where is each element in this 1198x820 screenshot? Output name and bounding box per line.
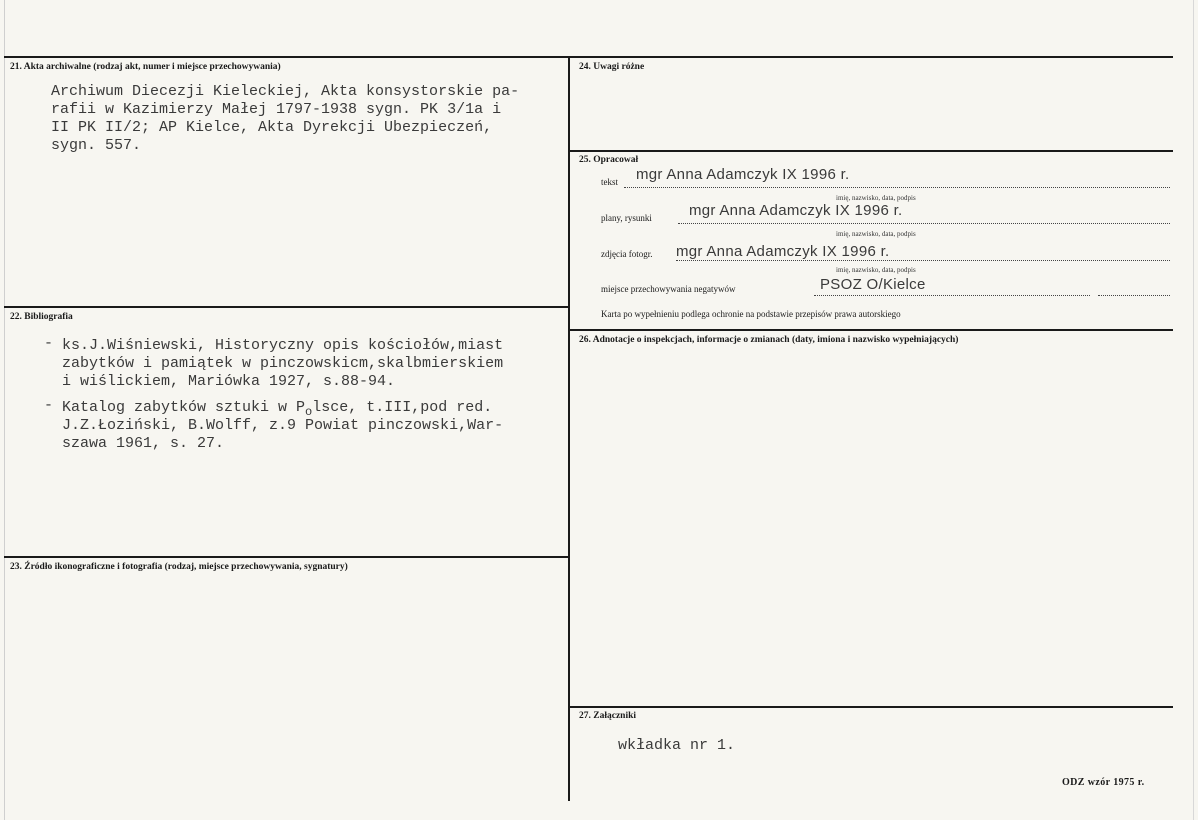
s22-item2-line-3: szawa 1961, s. 27. [62,435,225,452]
s25-zdjecia-caption: imię, nazwisko, data, podpis [836,266,916,274]
s26-label: 26. Adnotacje o inspekcjach, informacje o zmianach (daty, imiona i nazwisko wypełniających) [579,335,959,345]
s22-item2-sub: o [305,405,313,419]
s25-tekst-label: tekst [601,177,618,187]
s25-plany-caption: imię, nazwisko, data, podpis [836,230,916,238]
s23-label: 23. Źródło ikonograficzne i fotografia (rodzaj, miejsce przechowywania, sygnatury) [10,562,348,572]
s27-label: 27. Załączniki [579,711,637,721]
s25-tekst-value: mgr Anna Adamczyk IX 1996 r. [636,166,850,183]
s22-label: 22. Bibliografia [10,312,73,322]
s22-item1-line-3: i wiślickiem, Mariówka 1927, s.88-94. [62,373,396,390]
paper-edge-left [4,0,5,820]
s21-line-1: Archiwum Diecezji Kieleckiej, Akta konsystorskie pa- [51,83,520,100]
s27-value: wkładka nr 1. [618,737,736,754]
s21-line-4: sygn. 557. [51,137,142,154]
s22-item2-pre: Katalog zabytków sztuki w P [62,399,306,416]
s25-plany-line [678,223,1170,224]
rule-s26-s27 [569,706,1173,708]
s25-miejsce-line-a [814,295,1090,296]
s22-bullet-1: - [44,335,54,352]
s25-copyright-note: Karta po wypełnieniu podlega ochronie na podstawie przepisów prawa autorskiego [601,309,901,319]
rule-s24-s25 [569,150,1173,152]
s22-item2-post: lsce, t.III,pod red. [312,399,493,416]
paper-edge-right [1193,0,1194,820]
s22-item2-line-2: J.Z.Łoziński, B.Wolff, z.9 Powiat pinczowski,War- [62,417,504,434]
s22-item1-line-2: zabytków i pamiątek w pinczowskicm,skalbmierskiem [62,355,504,372]
s25-tekst-line [624,187,1170,188]
s22-item1-line-1: ks.J.Wiśniewski, Historyczny opis kościołów,miast [62,337,504,354]
center-divider [568,56,570,801]
s25-plany-value: mgr Anna Adamczyk IX 1996 r. [689,202,903,219]
s21-line-2: rafii w Kazimierzy Małej 1797-1938 sygn. PK 3/1a i [51,101,502,118]
s25-zdjecia-label: zdjęcia fotogr. [601,249,653,259]
s21-label: 21. Akta archiwalne (rodzaj akt, numer i miejsce przechowywania) [10,62,281,72]
s25-zdjecia-line [676,260,1170,261]
s25-label: 25. Opracował [579,155,639,165]
s24-label: 24. Uwagi różne [579,62,645,72]
rule-s25-s26 [569,329,1173,331]
s25-zdjecia-value: mgr Anna Adamczyk IX 1996 r. [676,243,890,260]
top-rule [4,56,1173,58]
s25-miejsce-label: miejsce przechowywania negatywów [601,284,736,294]
s25-miejsce-line-b [1098,295,1170,296]
s25-plany-label: plany, rysunki [601,213,652,223]
rule-s22-s23 [4,556,569,558]
rule-s21-s22 [4,306,569,308]
form-footer: ODZ wzór 1975 r. [1062,777,1145,788]
s25-miejsce-value: PSOZ O/Kielce [820,276,926,293]
s25-tekst-caption: imię, nazwisko, data, podpis [836,194,916,202]
s22-item2-line-1 [62,399,492,417]
s22-bullet-2: - [44,397,54,414]
s21-line-3: II PK II/2; AP Kielce, Akta Dyrekcji Ubezpieczeń, [51,119,493,136]
